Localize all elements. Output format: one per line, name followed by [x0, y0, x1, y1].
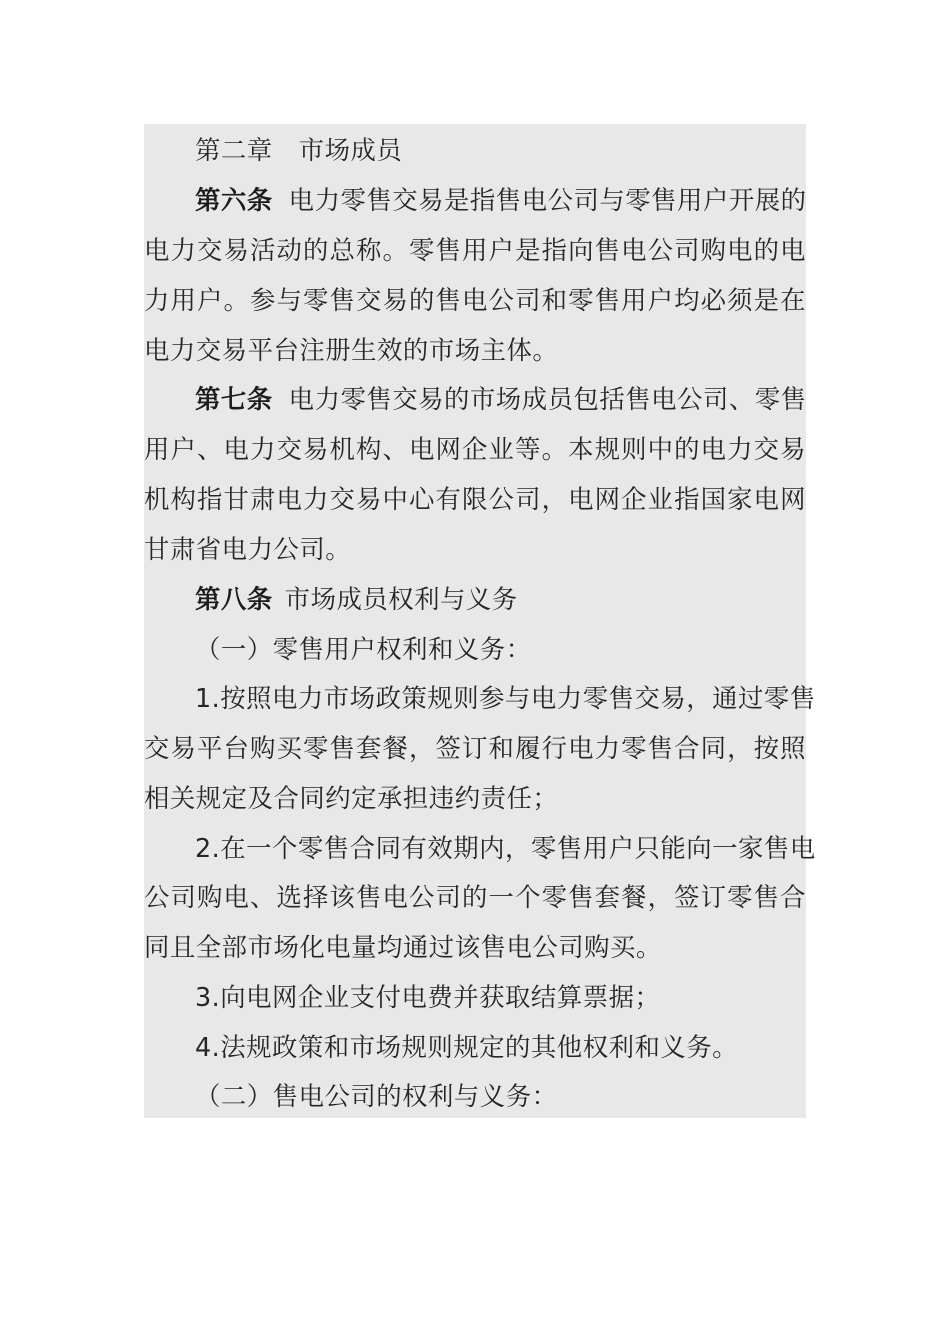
article-7-line-1 [144, 382, 806, 416]
section-1-item-2-line-3: 同且全部市场化电量均通过该售电公司购买。 [144, 932, 662, 962]
chapter-title: 市场成员 [298, 135, 403, 165]
section-1-item-4: 4.法规政策和市场规则规定的其他权利和义务。 [195, 1032, 739, 1062]
section-1-item-1-line-1: 1.按照电力市场政策规则参与电力零售交易，通过零售 [195, 683, 816, 713]
article-6-text: 电力零售交易是指售电公司与零售用户开展的 [288, 185, 807, 215]
article-7-text: 电力零售交易的市场成员包括售电公司、零售 [288, 384, 807, 414]
section-1-item-2-line-2: 公司购电、选择该售电公司的一个零售套餐，签订零售合 [144, 882, 806, 912]
chapter-heading [144, 133, 402, 167]
chapter-number: 第二章 [195, 135, 273, 165]
article-8-line [144, 582, 518, 616]
article-6-label: 第六条 [195, 185, 273, 215]
document-text-block [144, 124, 816, 1118]
article-8-text: 市场成员权利与义务 [284, 584, 518, 614]
section-1-item-1-line-3: 相关规定及合同约定承担违约责任； [144, 783, 559, 813]
section-1-item-3: 3.向电网企业支付电费并获取结算票据； [195, 982, 661, 1012]
section-1-heading: （一）零售用户权利和义务： [195, 634, 532, 664]
article-6-line-2: 电力交易活动的总称。零售用户是指向售电公司购电的电 [144, 235, 806, 265]
article-7-label: 第七条 [195, 384, 273, 414]
section-1-item-1-line-2: 交易平台购买零售套餐，签订和履行电力零售合同，按照 [144, 733, 806, 763]
article-7-line-3: 机构指甘肃电力交易中心有限公司，电网企业指国家电网 [144, 484, 806, 514]
article-7-line-2: 用户、电力交易机构、电网企业等。本规则中的电力交易 [144, 434, 806, 464]
article-6-line-4: 电力交易平台注册生效的市场主体。 [144, 335, 559, 365]
article-7-line-4: 甘肃省电力公司。 [144, 534, 352, 564]
section-1-item-2-line-1: 2.在一个零售合同有效期内，零售用户只能向一家售电 [195, 833, 816, 863]
article-6-line-1 [144, 183, 806, 217]
section-2-heading: （二）售电公司的权利与义务： [195, 1081, 558, 1111]
article-8-label: 第八条 [195, 584, 273, 614]
article-6-line-3: 力用户。参与零售交易的售电公司和零售用户均必须是在 [144, 285, 806, 315]
